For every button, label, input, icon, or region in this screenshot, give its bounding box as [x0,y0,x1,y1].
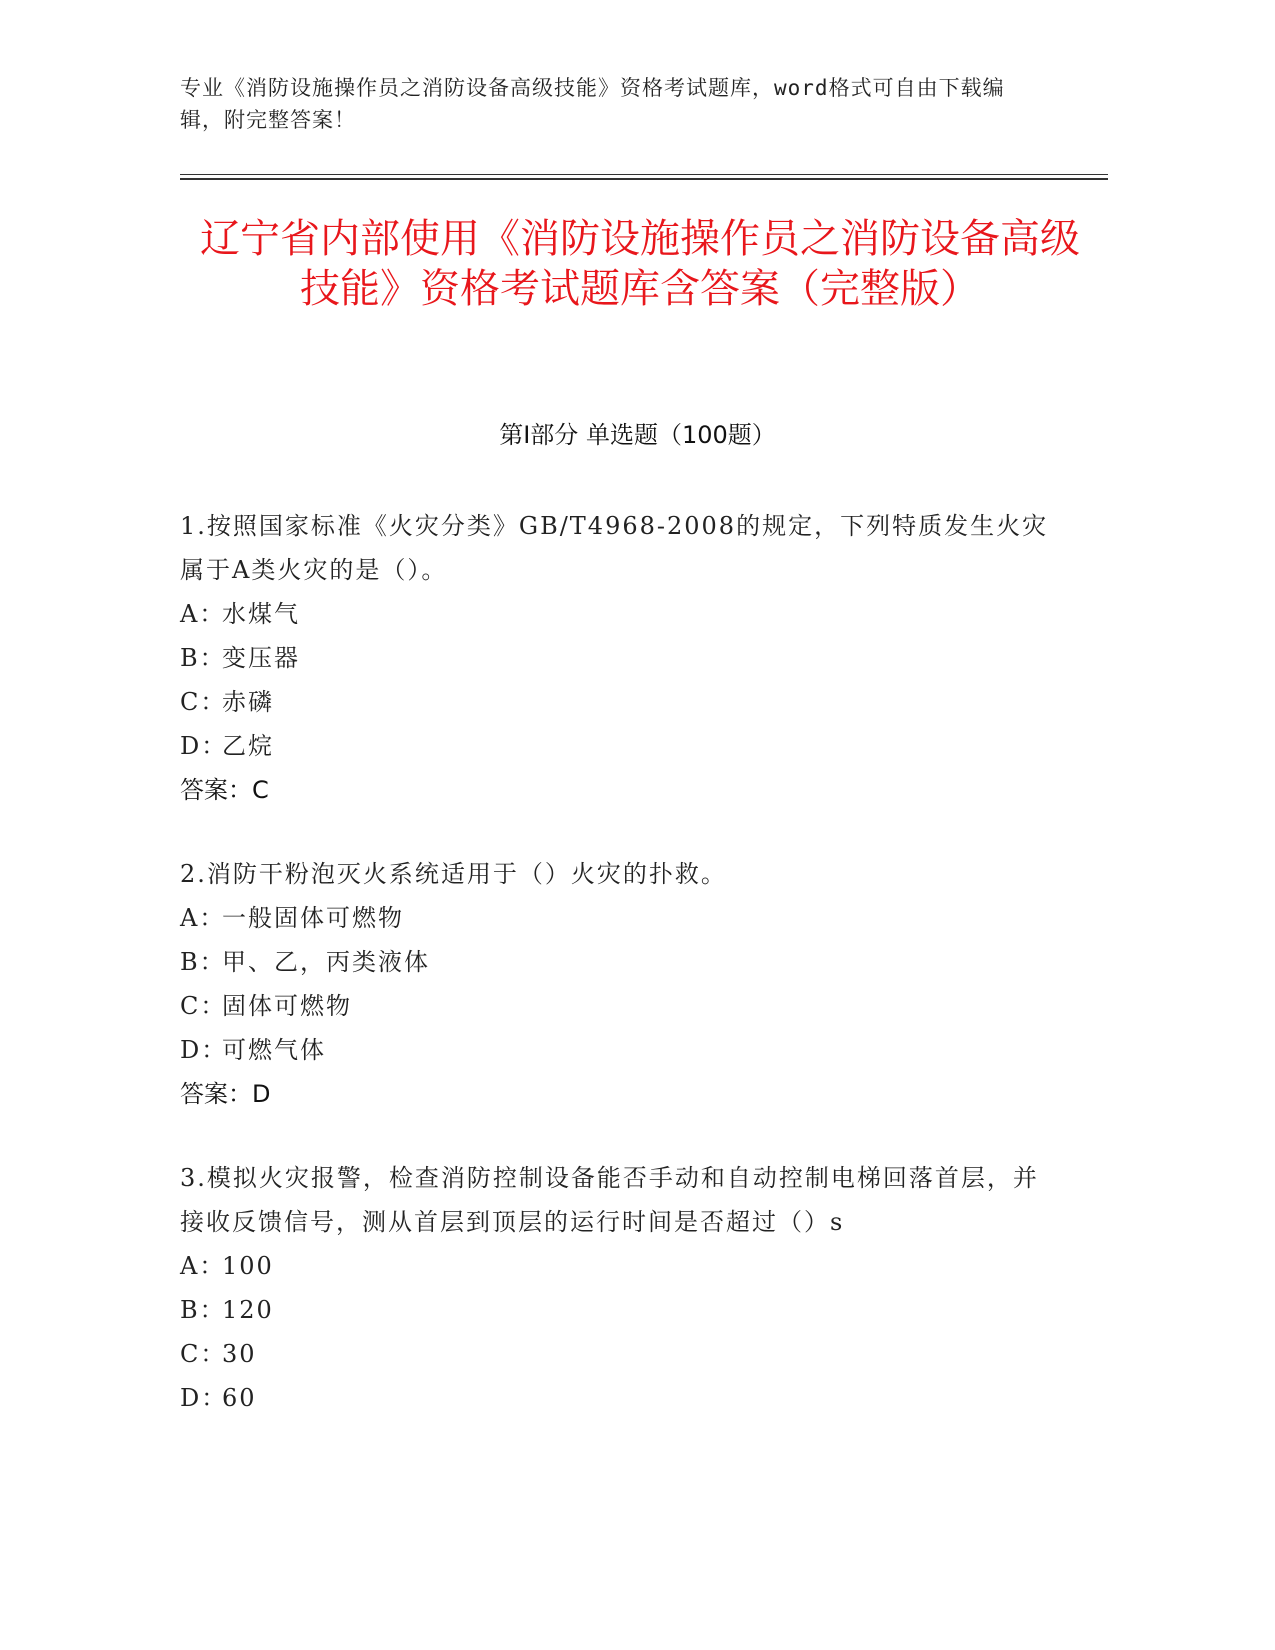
option-key: A： [180,600,226,628]
option-text: 一般固体可燃物 [222,904,404,932]
option-b [180,940,1060,984]
option-text: 可燃气体 [222,1036,326,1064]
option-text: 30 [222,1340,257,1368]
option-key: A： [180,904,226,932]
option-text: 120 [222,1296,274,1324]
option-a [180,896,1060,940]
question-2 [180,852,1060,1116]
option-b [180,636,1060,680]
option-key: A： [180,1252,226,1280]
answer: 答案：C [180,776,269,804]
option-d [180,1376,1060,1420]
option-key: C： [180,1340,227,1368]
option-key: D： [180,732,228,760]
header-divider-thick [180,178,1108,180]
option-key: C： [180,992,227,1020]
question-stem: 2.消防干粉泡灭火系统适用于（）火灾的扑救。 [180,860,727,888]
option-a [180,592,1060,636]
option-c [180,984,1060,1028]
question-3 [180,1156,1060,1420]
document-title: 辽宁省内部使用《消防设施操作员之消防设备高级技能》资格考试题库含答案（完整版） [200,216,1080,312]
option-text: 固体可燃物 [222,992,352,1020]
option-c [180,680,1060,724]
option-d [180,724,1060,768]
header-divider-thin [180,174,1108,175]
option-key: D： [180,1036,228,1064]
option-text: 甲、乙，丙类液体 [222,948,430,976]
option-text: 100 [222,1252,274,1280]
option-c [180,1332,1060,1376]
option-a [180,1244,1060,1288]
option-text: 乙烷 [222,732,274,760]
option-text: 60 [222,1384,257,1412]
option-text: 变压器 [222,644,300,672]
option-key: B： [180,1296,226,1324]
question-stem: 1.按照国家标准《火灾分类》GB/T4968-2008的规定，下列特质发生火灾属于A类火灾的是（）。 [180,512,1049,584]
option-key: D： [180,1384,228,1412]
answer: 答案：D [180,1080,271,1108]
option-text: 水煤气 [222,600,300,628]
header-note: 专业《消防设施操作员之消防设备高级技能》资格考试题库，word格式可自由下载编辑，附完整答案！ [180,76,1005,132]
question-stem: 3.模拟火灾报警，检查消防控制设备能否手动和自动控制电梯回落首层，并接收反馈信号，测从首层到顶层的运行时间是否超过（）s [180,1164,1039,1236]
option-key: C： [180,688,227,716]
option-key: B： [180,948,226,976]
question-1 [180,504,1060,812]
section-title: 第Ⅰ部分 单选题（100题） [499,421,776,449]
option-text: 赤磷 [222,688,274,716]
option-d [180,1028,1060,1072]
option-b [180,1288,1060,1332]
option-key: B： [180,644,226,672]
